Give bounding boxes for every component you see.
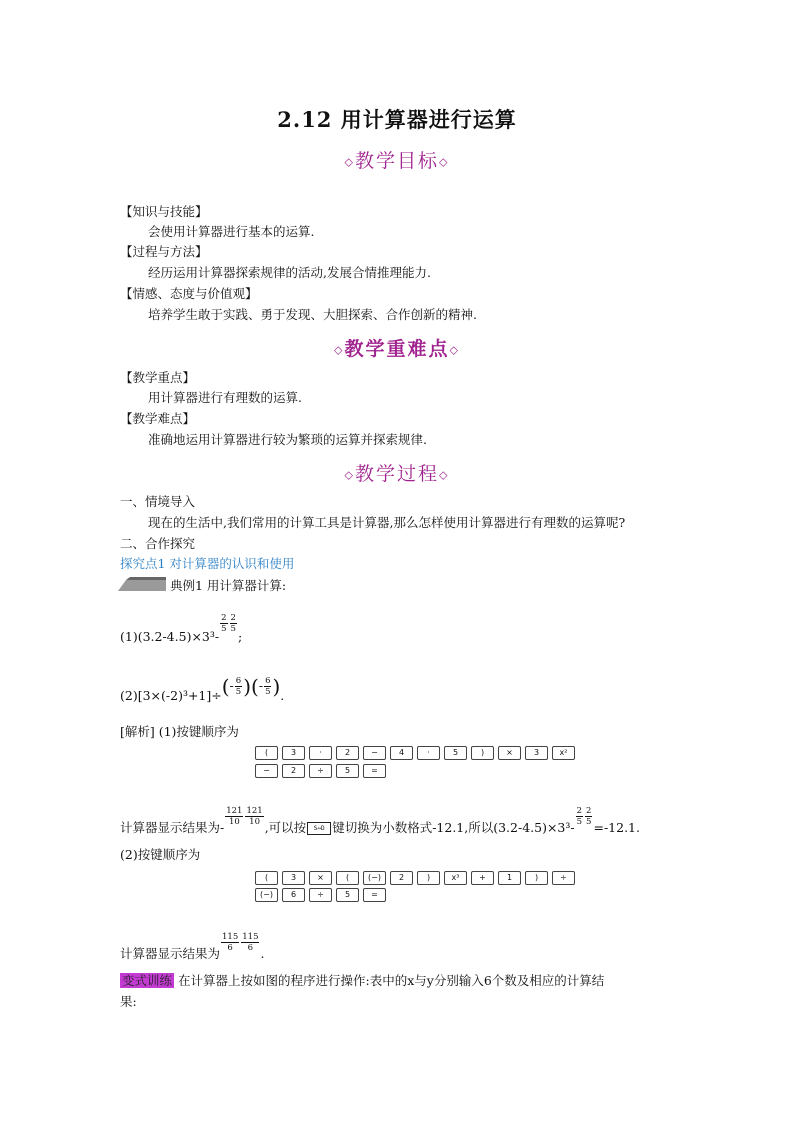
section-objectives-heading: ◇教学目标◇ (344, 150, 450, 172)
calc-key: ( (336, 871, 359, 885)
fraction: $\frac{6}{5}$ (265, 676, 271, 697)
emotion-heading: 【情感、态度与价值观】 (120, 286, 258, 301)
calc-key: 2 (390, 871, 413, 885)
focus-text: 用计算器进行有理数的运算. (148, 390, 302, 405)
result-2-text: 计算器显示结果为 $\frac{115}{6}$ $\frac{115}{6}$ . (120, 932, 265, 961)
key-sequence-2-row-1 (255, 871, 579, 885)
result-1-text: 计算器显示结果为- $\frac{121}{10}$ $\frac{121}{10}$ ,可以按 S⇔D 键切换为小数格式-12.1,所以(3.2-4.5)×3³- $\frac{2}{5}$ $\frac{2}{5}$ =-12.1. (120, 806, 640, 835)
example-label: 典例1 用计算器计算: (170, 578, 287, 593)
calc-key: ÷ (552, 871, 575, 885)
calc-key: × (498, 746, 521, 760)
calc-key: · (309, 746, 332, 760)
calc-key: (−) (255, 888, 278, 902)
fraction: $\frac{6}{5}$ (235, 676, 242, 697)
calc-key: ) (525, 871, 548, 885)
diamond-icon: ◇ (439, 468, 450, 482)
step-2-heading: 二、合作探究 (120, 536, 196, 551)
calc-key: ) (417, 871, 440, 885)
calc-key: 3 (525, 746, 548, 760)
diamond-icon: ◇ (344, 468, 355, 482)
diamond-icon: ◇ (344, 155, 355, 169)
difficulty-heading: 【教学难点】 (120, 411, 196, 426)
calc-key: 5 (444, 746, 467, 760)
calc-key: (−) (363, 871, 386, 885)
knowledge-heading: 【知识与技能】 (120, 204, 208, 219)
fraction: $\frac{121}{10}$ (246, 806, 263, 827)
fraction: $\frac{115}{6}$ (242, 932, 259, 953)
calc-key: x³ (444, 871, 467, 885)
calc-key: 5 (336, 764, 359, 778)
key-sequence-2-row-2 (255, 888, 390, 902)
difficulty-text: 准确地运用计算器进行较为繁琐的运算并探索规律. (148, 432, 427, 447)
calc-key: 5 (336, 888, 359, 902)
calc-key: ( (255, 746, 278, 760)
calc-key: 4 (390, 746, 413, 760)
calc-key: ) (471, 746, 494, 760)
variant-training-cont: 果: (120, 994, 137, 1009)
page-title: 2.12 用计算器进行运算 (277, 107, 517, 132)
fraction: $\frac{2}{5}$ (576, 806, 583, 827)
key-sequence-1-row-2 (255, 764, 390, 778)
knowledge-text: 会使用计算器进行基本的运算. (148, 224, 315, 239)
step-1-heading: 一、情境导入 (120, 494, 196, 509)
emotion-text: 培养学生敢于实践、勇于发现、大胆探索、合作创新的精神. (148, 307, 477, 322)
calc-key: = (363, 888, 386, 902)
explore-point-heading: 探究点1 对计算器的认识和使用 (120, 556, 295, 571)
calc-key: 2 (282, 764, 305, 778)
calc-key: − (255, 764, 278, 778)
focus-heading: 【教学重点】 (120, 370, 196, 385)
fraction: $\frac{2}{5}$ (221, 613, 227, 634)
order-2-text: (2)按键顺序为 (120, 847, 201, 862)
fraction: $\frac{115}{6}$ (222, 932, 239, 953)
calc-key: × (309, 871, 332, 885)
fraction: $\frac{121}{10}$ (226, 806, 243, 827)
calc-key: = (363, 764, 386, 778)
section-process-heading: ◇教学过程◇ (344, 463, 450, 485)
key-sequence-1-row-1 (255, 746, 579, 760)
calc-key: x² (552, 746, 575, 760)
example-banner-icon (118, 577, 166, 591)
section-difficulties-heading: ◇教学重难点◇ (334, 338, 460, 360)
s-d-toggle-key-icon: S⇔D (307, 822, 331, 835)
calc-key: 1 (498, 871, 521, 885)
diamond-icon: ◇ (449, 343, 460, 357)
analysis-text: [解析] (1)按键顺序为 (120, 724, 239, 739)
calc-key: · (417, 746, 440, 760)
diamond-icon: ◇ (334, 343, 345, 357)
calc-key: 6 (282, 888, 305, 902)
calc-key: 2 (336, 746, 359, 760)
fraction: $\frac{2}{5}$ (586, 806, 592, 827)
calc-key: 3 (282, 871, 305, 885)
fraction: $\frac{2}{5}$ (230, 613, 236, 634)
diamond-icon: ◇ (439, 155, 450, 169)
calc-key: 3 (282, 746, 305, 760)
variant-training-badge: 变式训练 (122, 973, 173, 988)
calc-key: ÷ (309, 764, 332, 778)
calc-key: + (471, 871, 494, 885)
calc-key: ( (255, 871, 278, 885)
calc-key: − (363, 746, 386, 760)
process-method-text: 经历运用计算器探索规律的活动,发展合情推理能力. (148, 265, 431, 280)
expression-2: (2)[3×(-2)³+1]÷(- $\frac{6}{5}$ )(- $\frac{6}{5}$ ). (120, 674, 285, 703)
expression-1: (1)(3.2-4.5)×3³- $\frac{2}{5}$ $\frac{2}{5}$ ; (120, 613, 243, 644)
calc-key: ÷ (309, 888, 332, 902)
step-1-text: 现在的生活中,我们常用的计算工具是计算器,那么怎样使用计算器进行有理数的运算呢? (148, 515, 626, 530)
variant-training: 变式训练 在计算器上按如图的程序进行操作:表中的x与y分别输入6个数及相应的计算结 (122, 973, 605, 988)
process-method-heading: 【过程与方法】 (120, 244, 208, 259)
